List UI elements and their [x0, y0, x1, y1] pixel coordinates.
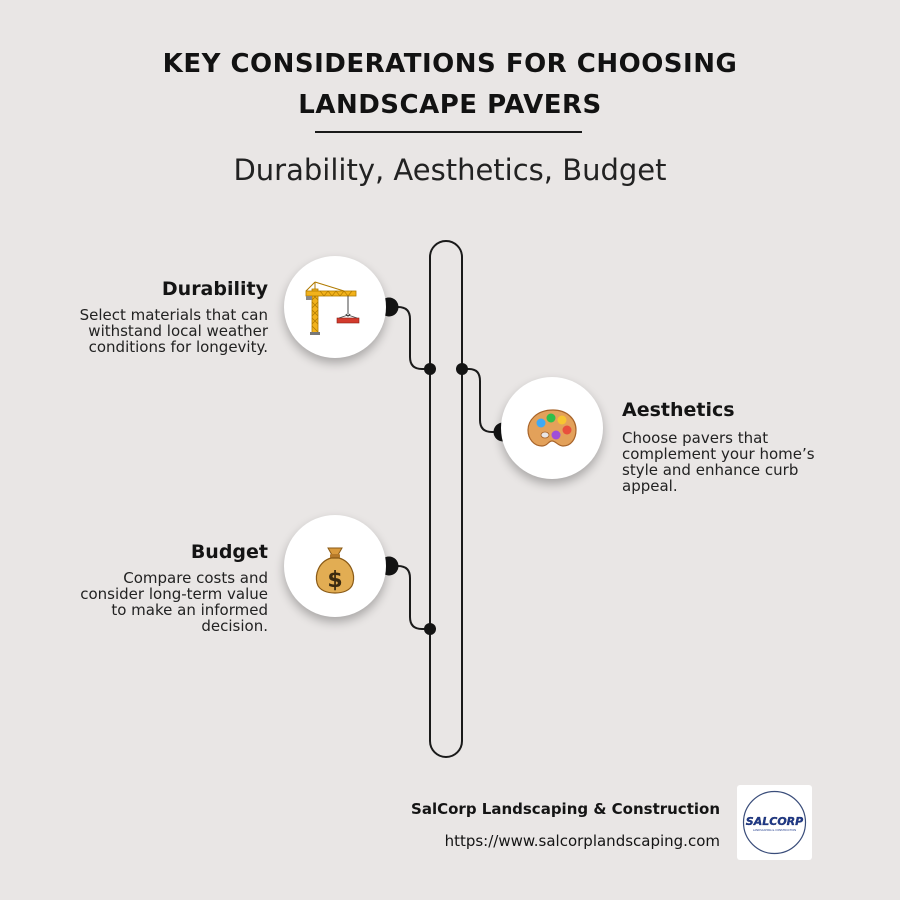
- company-name: SalCorp Landscaping & Construction: [411, 800, 720, 818]
- durability-track-dot: [424, 363, 436, 375]
- budget-connector: [389, 566, 430, 629]
- budget-description: [38, 570, 268, 634]
- title-line-2: LANDSCAPE PAVERS: [298, 90, 602, 120]
- construction-crane-icon: [284, 256, 386, 358]
- aesthetics-connector: [462, 369, 503, 432]
- durability-description: [38, 307, 268, 355]
- durability-description-line: Select materials that can: [79, 306, 268, 324]
- budget-description-line: decision.: [201, 617, 268, 635]
- budget-description-line: consider long-term value: [80, 585, 268, 603]
- budget-icon-circle: [284, 515, 386, 617]
- company-url[interactable]: https://www.salcorplandscaping.com: [444, 832, 720, 850]
- durability-icon-circle: [284, 256, 386, 358]
- page-subtitle: Durability, Aesthetics, Budget: [233, 153, 667, 187]
- aesthetics-description-line: Choose pavers that: [622, 429, 769, 447]
- salcorp-logo-icon: [737, 785, 812, 860]
- durability-description-line: conditions for longevity.: [88, 338, 268, 356]
- logo-tagline: LANDSCAPING & CONSTRUCTION: [752, 829, 797, 832]
- company-logo: [737, 785, 812, 860]
- title-line-1: KEY CONSIDERATIONS FOR CHOOSING: [162, 49, 738, 79]
- budget-track-dot: [424, 623, 436, 635]
- aesthetics-description: [622, 430, 862, 494]
- budget-title: Budget: [190, 541, 268, 563]
- aesthetics-description-line: appeal.: [622, 477, 678, 495]
- durability-description-line: withstand local weather: [88, 322, 268, 340]
- budget-description-line: to make an informed: [111, 601, 268, 619]
- aesthetics-description-line: complement your home’s: [622, 445, 815, 463]
- budget-description-line: Compare costs and: [123, 569, 268, 587]
- artist-palette-icon: [501, 377, 603, 479]
- aesthetics-title: Aesthetics: [622, 399, 735, 421]
- aesthetics-description-line: style and enhance curb: [622, 461, 799, 479]
- logo-wordmark: SALCORP: [745, 815, 804, 828]
- timeline-track: [430, 241, 462, 757]
- money-bag-icon: [284, 515, 386, 617]
- durability-connector: [389, 307, 430, 369]
- svg-text:$: $: [327, 568, 343, 593]
- durability-title: Durability: [161, 278, 268, 300]
- aesthetics-icon-circle: [501, 377, 603, 479]
- aesthetics-track-dot: [456, 363, 468, 375]
